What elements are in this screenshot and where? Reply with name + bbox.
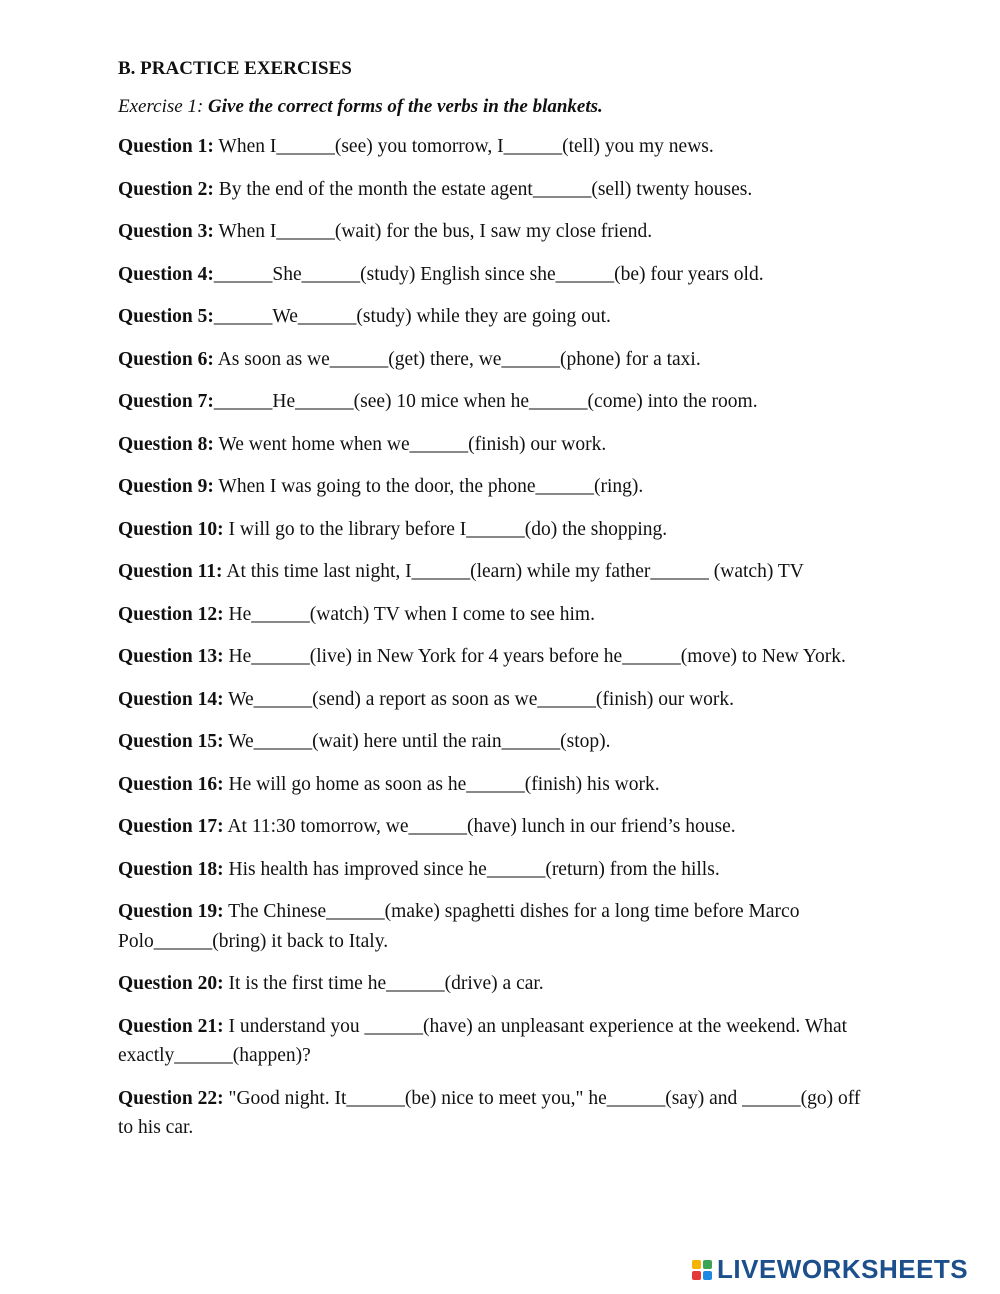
logo-mark-square [692,1260,701,1269]
question-16 [118,770,878,800]
liveworksheets-logo[interactable] [692,1254,968,1285]
question-label: Question 10: [118,518,224,540]
question-14 [118,685,878,715]
question-text: It is the first time he______(drive) a car. [223,973,544,994]
question-13 [118,642,878,672]
question-text: He______(watch) TV when I come to see him. [223,603,595,625]
question-text: I will go to the library before I______(do) the shopping. [223,518,668,540]
question-6 [118,345,878,375]
question-19 [118,897,878,956]
section-heading: B. PRACTICE EXERCISES [118,58,352,79]
question-label: Question 19: [118,901,224,922]
question-label: Question 11: [118,561,223,582]
question-label: Question 16: [118,773,224,795]
question-10 [118,515,878,545]
question-text: "Good night. It______(be) nice to meet you," he______(say) and ______(go) off to his car. [118,1087,861,1138]
question-text: When I______(wait) for the bus, I saw my close friend. [213,221,653,242]
question-text: When I______(see) you tomorrow, I______(tell) you my news. [213,136,714,157]
question-4 [118,260,878,290]
question-text: I understand you ______(have) an unpleasant experience at the weekend. What exactly______(happen)? [118,1015,848,1066]
question-text: His health has improved since he______(return) from the hills. [223,858,720,880]
question-label: Question 22: [118,1087,224,1109]
question-label: Question 17: [118,816,224,837]
question-1 [118,132,878,162]
question-15 [118,727,878,757]
question-text: ______She______(study) English since she______(be) four years old. [213,263,764,285]
exercise-text: Give the correct forms of the verbs in the blankets. [208,96,603,117]
question-label: Question 9: [118,476,214,497]
worksheet-page [118,58,878,1156]
question-12 [118,600,878,630]
question-text: We______(wait) here until the rain______(stop). [223,731,611,752]
question-11 [118,557,878,587]
question-21 [118,1012,878,1071]
logo-text: LIVEWORKSHEETS [717,1254,969,1284]
exercise-instruction [118,96,878,118]
logo-mark-square [703,1260,712,1269]
question-3 [118,217,878,247]
question-text: At this time last night, I______(learn) while my father______ (watch) TV [222,561,804,582]
question-list [118,132,878,1143]
question-label: Question 15: [118,731,224,752]
question-label: Question 4: [118,263,214,285]
question-17 [118,812,878,842]
question-9 [118,472,878,502]
liveworksheets-logo-icon [692,1260,712,1280]
exercise-label: Exercise 1: [118,96,209,117]
question-text: ______We______(study) while they are going out. [213,306,611,327]
question-2 [118,175,878,205]
question-text: We went home when we______(finish) our work. [213,433,607,455]
question-text: At 11:30 tomorrow, we______(have) lunch in our friend’s house. [223,816,736,837]
question-22 [118,1084,878,1143]
question-label: Question 2: [118,178,214,200]
question-label: Question 12: [118,603,224,625]
question-7 [118,387,878,417]
question-text: We______(send) a report as soon as we______(finish) our work. [223,688,735,710]
question-18 [118,855,878,885]
question-label: Question 7: [118,391,214,412]
question-text: He will go home as soon as he______(finish) his work. [223,773,660,795]
question-text: When I was going to the door, the phone______(ring). [213,476,644,497]
question-label: Question 1: [118,136,214,157]
logo-mark-square [692,1271,701,1280]
question-label: Question 13: [118,646,224,667]
question-label: Question 8: [118,433,214,455]
question-label: Question 3: [118,221,214,242]
question-text: By the end of the month the estate agent______(sell) twenty houses. [213,178,753,200]
question-text: As soon as we______(get) there, we______(phone) for a taxi. [213,348,701,370]
question-label: Question 14: [118,688,224,710]
question-label: Question 6: [118,348,214,370]
question-text: ______He______(see) 10 mice when he______(come) into the room. [213,391,758,412]
question-8 [118,430,878,460]
question-label: Question 5: [118,306,214,327]
question-text: The Chinese______(make) spaghetti dishes for a long time before Marco Polo______(bring) it back to Italy. [118,901,800,952]
question-text: He______(live) in New York for 4 years before he______(move) to New York. [223,646,846,667]
question-20 [118,969,878,999]
question-label: Question 20: [118,973,224,994]
question-label: Question 18: [118,858,224,880]
logo-mark-square [703,1271,712,1280]
question-label: Question 21: [118,1015,224,1037]
question-5 [118,302,878,332]
